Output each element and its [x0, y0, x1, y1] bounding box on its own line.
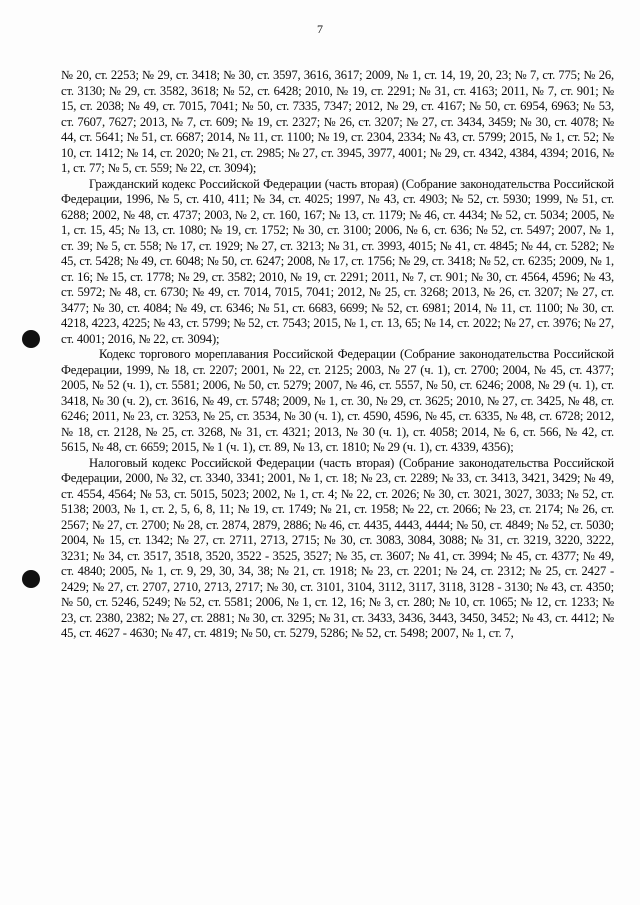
punch-hole-mark: [22, 330, 40, 348]
page-number: 7: [317, 22, 323, 36]
paragraph-tax-code-part-two: Налоговый кодекс Российской Федерации (часть вторая) (Собрание законодательства Российской Федерации, 2000, № 32, ст. 3340, 3341; 2001, № 1, ст. 18; № 23, ст. 2289; № 33, ст. 3413, 3421, 3429; № 49, ст. 4554, 4564; № 53, ст. 5015, 5023; 2002, № 1, ст. 4; № 22, ст. 2026; № 30, ст. 3021, 3027, 3033; № 52, ст. 5138; 2003, № 1, ст. 2, 5, 6, 8, 11; № 19, ст. 1749; № 21, ст. 1958; № 22, ст. 2066; № 23, ст. 2174; № 26, ст. 2567; № 27, ст. 2700; № 28, ст. 2874, 2879, 2886; № 46, ст. 4435, 4443, 4444; № 50, ст. 4849; № 52, ст. 5030; 2004, № 15, ст. 1342; № 27, ст. 2711, 2713, 2715; № 30, ст. 3083, 3084, 3088; № 31, ст. 3219, 3220, 3222, 3231; № 34, ст. 3517, 3518, 3520, 3522 - 3525, 3527; № 35, ст. 3607; № 41, ст. 3994; № 45, ст. 4377; № 49, ст. 4840; 2005, № 1, ст. 9, 29, 30, 34, 38; № 21, ст. 1918; № 23, ст. 2201; № 24, ст. 2312; № 25, ст. 2427 - 2429; № 27, ст. 2707, 2710, 2713, 2717; № 30, ст. 3101, 3104, 3112, 3117, 3118, 3128 - 3130; № 43, ст. 4350; № 50, ст. 5246, 5249; № 52, ст. 5581; 2006, № 1, ст. 12, 16; № 3, ст. 280; № 10, ст. 1065; № 12, ст. 1233; № 23, ст. 2380, 2382; № 27, ст. 2881; № 30, ст. 3295; № 31, ст. 3433, 3436, 3443, 3450, 3452; № 43, ст. 4412; № 45, ст. 4627 - 4630; № 47, ст. 4819; № 50, ст. 5279, 5286; № 52, ст. 5498; 2007, № 1, ст. 7,: [61, 455, 614, 640]
document-body: [61, 68, 614, 642]
paragraph-merchant-shipping-code: Кодекс торгового мореплавания Российской Федерации (Собрание законодательства Российской Федерации, 1999, № 18, ст. 2207; 2001, № 22, ст. 2125; 2003, № 27 (ч. 1), ст. 2700; 2004, № 45, ст. 4377; 2005, № 52 (ч. 1), ст. 5581; 2006, № 50, ст. 5279; 2007, № 46, ст. 5557, № 50, ст. 6246; 2008, № 29 (ч. 1), ст. 3418, № 30 (ч. 2), ст. 3616, № 49, ст. 5748; 2009, № 1, ст. 30, № 29, ст. 3625; 2010, № 27, ст. 3425, № 48, ст. 6246; 2011, № 23, ст. 3253, № 25, ст. 3534, № 30 (ч. 1), ст. 4590, 4596, № 45, ст. 6335, № 48, ст. 6728; 2012, № 18, ст. 2128, № 25, ст. 3268, № 31, ст. 4321; 2013, № 30 (ч. 1), ст. 4058; 2014, № 6, ст. 566, № 42, ст. 5615, № 48, ст. 6659; 2015, № 1 (ч. 1), ст. 89, № 13, ст. 1810; № 29 (ч. 1), ст. 4339, 4356);: [61, 347, 614, 454]
paragraph-civil-code-part-two: Гражданский кодекс Российской Федерации (часть вторая) (Собрание законодательства Российской Федерации, 1996, № 5, ст. 410, 411; № 34, ст. 4025; 1997, № 43, ст. 4903; № 52, ст. 5930; 1999, № 51, ст. 6288; 2002, № 48, ст. 4737; 2003, № 2, ст. 160, 167; № 13, ст. 1179; № 46, ст. 4434; № 52, ст. 5034; 2005, № 1, ст. 15, 45; № 13, ст. 1080; № 19, ст. 1752; № 30, ст. 3100; 2006, № 6, ст. 636; № 52, ст. 5497; 2007, № 1, ст. 39; № 5, ст. 558; № 17, ст. 1929; № 27, ст. 3213; № 31, ст. 3993, 4015; № 41, ст. 4845; № 44, ст. 5282; № 45, ст. 5428; № 49, ст. 6048; № 50, ст. 6247; 2008, № 17, ст. 1756; № 29, ст. 3418; № 52, ст. 6235; 2009, № 1, ст. 16; № 15, ст. 1778; № 29, ст. 3582; 2010, № 19, ст. 2291; 2011, № 7, ст. 901; № 30, ст. 4564, 4596; № 43, ст. 5972; № 48, ст. 6730; № 49, ст. 7014, 7015, 7041; 2012, № 25, ст. 3268; 2013, № 26, ст. 3207; № 27, ст. 3477; № 30, ст. 4084; № 49, ст. 6346; № 51, ст. 6683, 6699; № 52, ст. 6981; 2014, № 11, ст. 1100; № 30, ст. 4218, 4223, 4225; № 43, ст. 5799; № 52, ст. 7543; 2015, № 1, ст. 13, 65; № 14, ст. 2022; № 27, ст. 3976; № 27, ст. 4001; 2016, № 22, ст. 3094);: [61, 176, 614, 346]
punch-hole-mark: [22, 570, 40, 588]
paragraph-civil-code-part-one-references: № 20, ст. 2253; № 29, ст. 3418; № 30, ст. 3597, 3616, 3617; 2009, № 1, ст. 14, 19, 20, 23; № 7, ст. 775; № 26, ст. 3130; № 29, ст. 3582, 3618; № 52, ст. 6428; 2010, № 19, ст. 2291; № 31, ст. 4163; 2011, № 7, ст. 901; № 15, ст. 2038; № 49, ст. 7015, 7041; № 50, ст. 7335, 7347; 2012, № 29, ст. 4167; № 50, ст. 6954, 6963; № 53, ст. 7607, 7627; 2013, № 7, ст. 609; № 19, ст. 2327; № 26, ст. 3207; № 27, ст. 3434, 3459; № 30, ст. 4078; № 44, ст. 5641; № 51, ст. 6687; 2014, № 11, ст. 1100; № 19, ст. 2304, 2334; № 43, ст. 5799; 2015, № 1, ст. 52; № 10, ст. 1412; № 14, ст. 2020; № 21, ст. 2985; № 27, ст. 3945, 3977, 4001; № 29, ст. 4342, 4384, 4394; 2016, № 1, ст. 77; № 5, ст. 559; № 22, ст. 3094);: [61, 68, 614, 175]
